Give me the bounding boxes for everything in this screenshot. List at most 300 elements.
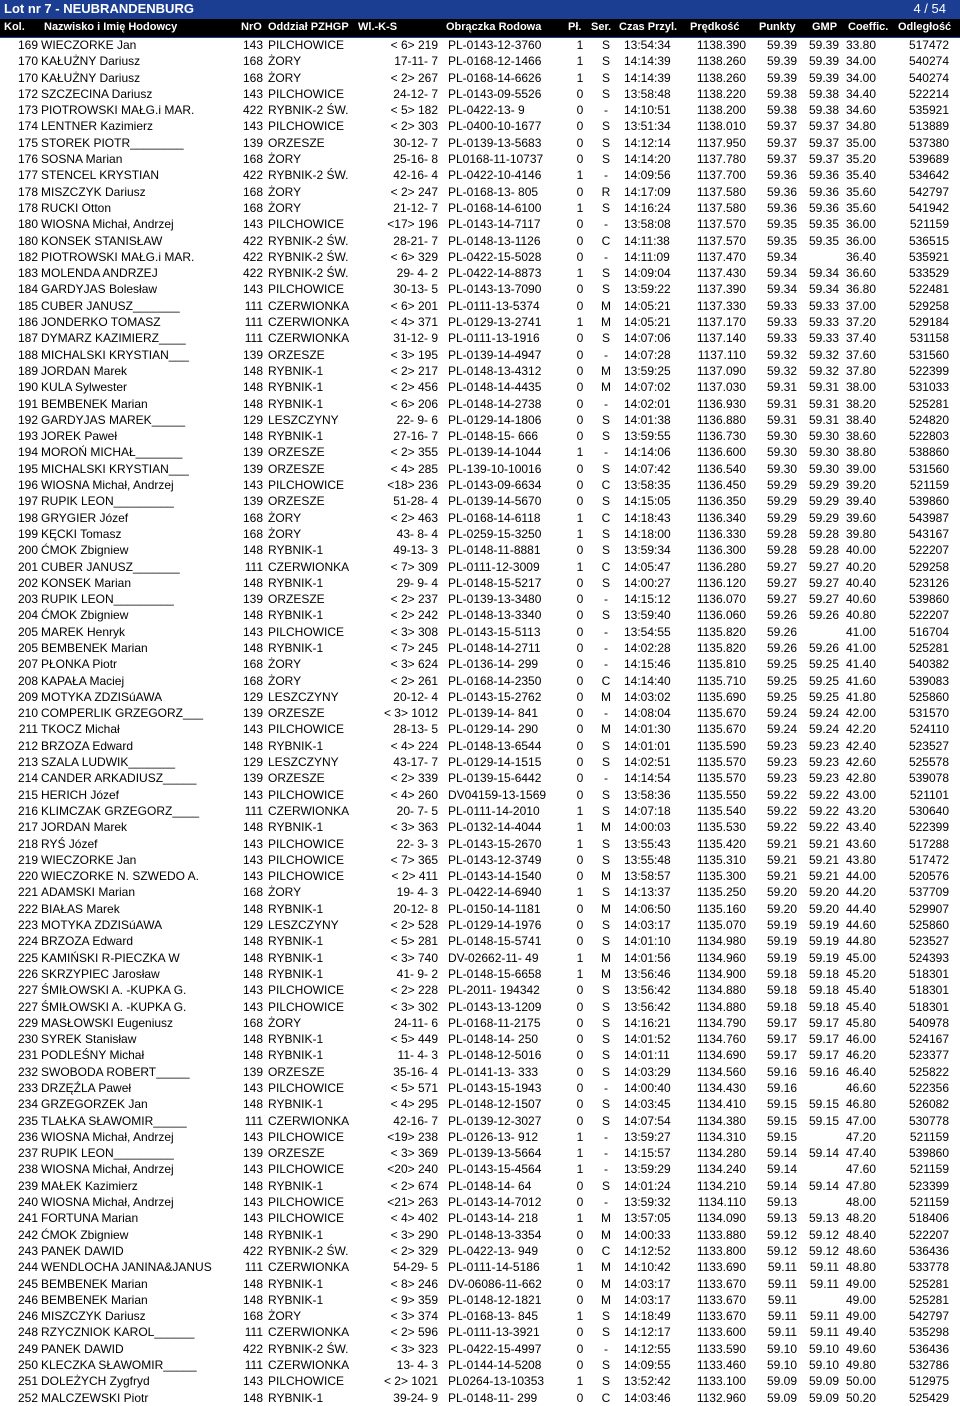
table-row (0, 1357, 960, 1373)
cell-wlks-value: <20> 240 (387, 1162, 438, 1177)
cell-wlks-value: 43-17- 7 (393, 755, 438, 770)
page-header (0, 0, 960, 19)
cell-branch: RYBNIK-2 ŚW. (268, 249, 349, 264)
cell-sex: 0 (576, 1195, 584, 1210)
cell-branch: PILCHOWICE (268, 1211, 345, 1226)
cell-section-number: 168 (242, 200, 263, 215)
cell-coefficient: 35.60 (846, 200, 877, 215)
cell-speed: 1134.430 (696, 1081, 746, 1095)
cell-section-number: 148 (242, 1097, 263, 1112)
cell-speed: 1135.690 (696, 689, 746, 704)
cell-coefficient: 38.60 (846, 429, 877, 444)
cell-arrival-time: 14:02:51 (624, 755, 671, 770)
col-header-seria: Ser. (591, 21, 612, 33)
cell-arrival-time: 13:55:48 (624, 852, 671, 867)
cell-distance: 538860 (908, 445, 949, 460)
cell-speed: 1133.690 (696, 1260, 746, 1275)
cell-section-number: 139 (242, 135, 263, 150)
cell-gmp: 59.11 (809, 1309, 839, 1324)
cell-sex: 1 (576, 836, 584, 851)
cell-distance: 522399 (908, 820, 949, 835)
cell-distance: 520576 (908, 869, 949, 884)
cell-distance: 523377 (908, 1048, 949, 1063)
cell-arrival-time: 14:14:39 (624, 54, 671, 69)
table-row (0, 901, 960, 917)
cell-breeder-name: BEMBENEK Marian (41, 1276, 148, 1291)
cell-series: - (604, 592, 608, 607)
col-header-coeffic: Coeffic. (848, 21, 889, 33)
cell-wlks-value: < 2> 329 (390, 1243, 438, 1258)
cell-section-number: 168 (242, 54, 263, 69)
cell-position: 204 (17, 608, 38, 623)
results-table (0, 37, 960, 1406)
cell-ring-number: PL-0422-15-4997 (448, 1341, 542, 1356)
table-row (0, 265, 960, 281)
cell-gmp: 59.20 (808, 901, 839, 916)
cell-series: - (604, 445, 608, 460)
cell-coefficient: 44.20 (846, 885, 877, 900)
cell-distance: 525281 (908, 640, 949, 655)
cell-gmp: 59.32 (808, 363, 839, 378)
cell-wlks-value: < 4> 224 (390, 738, 438, 753)
cell-sex: 0 (576, 396, 584, 411)
cell-ring-number: PL-0143-15-4564 (448, 1162, 542, 1177)
cell-distance: 526082 (908, 1097, 949, 1112)
cell-ring-number: PL-0168-11-2175 (448, 1015, 541, 1030)
table-row (0, 1129, 960, 1145)
cell-ring-number: PL-0422-13- 9 (448, 103, 525, 118)
cell-coefficient: 34.00 (846, 54, 877, 69)
cell-coefficient: 34.60 (846, 103, 877, 118)
cell-position: 169 (17, 38, 38, 52)
cell-speed: 1133.670 (696, 1309, 746, 1324)
cell-points: 59.32 (766, 363, 797, 378)
cell-wlks-value: 25-16- 8 (393, 152, 438, 167)
cell-ring-number: PL-0148-11- 299 (448, 1390, 538, 1405)
cell-sex: 1 (576, 1309, 584, 1324)
cell-coefficient: 46.20 (846, 1048, 877, 1063)
cell-speed: 1133.460 (696, 1358, 746, 1373)
cell-points: 59.21 (766, 836, 797, 851)
cell-gmp: 59.25 (808, 689, 839, 704)
cell-ring-number: PL-0148-13-3354 (448, 1227, 542, 1242)
cell-ring-number: PL-0111-13-5374 (448, 298, 540, 313)
cell-distance: 542797 (908, 1309, 949, 1324)
cell-position: 248 (17, 1325, 38, 1340)
table-row (0, 1243, 960, 1259)
cell-branch: RYBNIK-1 (268, 380, 324, 395)
cell-wlks-value: < 2> 247 (390, 184, 438, 199)
cell-arrival-time: 14:03:45 (624, 1097, 671, 1112)
cell-breeder-name: PŁONKA Piotr (41, 657, 118, 672)
cell-breeder-name: WIECZORKE N. SZWEDO A. (41, 869, 200, 884)
cell-distance: 537709 (908, 885, 949, 900)
cell-position: 201 (17, 559, 38, 574)
cell-points: 59.39 (766, 54, 797, 69)
cell-wlks-value: < 2> 1021 (383, 1374, 438, 1389)
cell-series: S (601, 461, 610, 476)
cell-series: S (601, 54, 610, 69)
cell-points: 59.25 (766, 673, 797, 688)
cell-arrival-time: 13:54:55 (624, 624, 671, 639)
cell-section-number: 111 (244, 559, 263, 574)
cell-points: 59.13 (766, 1211, 797, 1226)
cell-sex: 1 (576, 38, 584, 52)
cell-section-number: 148 (242, 1292, 263, 1307)
cell-section-number: 422 (242, 249, 263, 264)
cell-sex: 0 (576, 282, 584, 297)
table-row (0, 738, 960, 754)
cell-series: R (601, 184, 611, 199)
cell-sex: 1 (576, 510, 584, 525)
cell-breeder-name: DYMARZ KAZIMIERZ____ (41, 331, 186, 346)
cell-points: 59.38 (766, 86, 797, 101)
cell-branch: RYBNIK-1 (268, 901, 324, 916)
cell-arrival-time: 13:59:32 (624, 1195, 671, 1210)
col-header-nro: NrO (241, 21, 262, 33)
cell-ring-number: PL-0422-14-8873 (448, 266, 542, 281)
cell-arrival-time: 13:59:22 (624, 282, 671, 297)
cell-arrival-time: 14:05:21 (624, 298, 671, 313)
cell-position: 180 (17, 233, 38, 248)
cell-ring-number: PL-0144-14-5208 (448, 1358, 542, 1373)
cell-breeder-name: DRZĘŹLA Paweł (41, 1081, 132, 1095)
table-row (0, 852, 960, 868)
cell-ring-number: PL-0143-14-7012 (448, 1195, 542, 1210)
cell-wlks-value: < 3> 323 (390, 1341, 438, 1356)
cell-gmp: 59.37 (808, 119, 839, 134)
cell-distance: 539860 (908, 592, 949, 607)
cell-points: 59.39 (766, 38, 797, 52)
cell-series: - (604, 657, 608, 672)
cell-wlks-value: 54-29- 5 (393, 1260, 438, 1275)
cell-coefficient: 43.00 (846, 787, 877, 802)
cell-series: C (601, 559, 611, 574)
cell-ring-number: PL-0148-15- 666 (448, 429, 539, 444)
cell-gmp: 59.21 (808, 836, 839, 851)
cell-breeder-name: MOTYKA ZDZISúAWA (41, 689, 163, 704)
cell-arrival-time: 14:01:52 (624, 1032, 671, 1047)
cell-distance: 536515 (908, 233, 949, 248)
cell-series: M (601, 298, 611, 313)
cell-position: 226 (17, 966, 38, 981)
cell-coefficient: 44.80 (846, 934, 877, 949)
cell-distance: 522207 (908, 1227, 949, 1242)
cell-branch: ORZESZE (268, 135, 325, 150)
cell-wlks-value: < 5> 182 (390, 103, 438, 118)
cell-wlks-value: < 3> 195 (390, 347, 438, 362)
cell-distance: 517288 (908, 836, 949, 851)
cell-position: 222 (17, 901, 38, 916)
cell-branch: PILCHOWICE (268, 983, 345, 998)
cell-points: 59.19 (766, 918, 797, 933)
cell-breeder-name: RYŚ Józef (41, 836, 98, 851)
cell-position: 193 (17, 429, 38, 444)
cell-speed: 1135.420 (696, 836, 746, 851)
col-header-kol: Kol. (4, 21, 25, 33)
cell-branch: PILCHOWICE (268, 836, 345, 851)
cell-speed: 1137.580 (696, 184, 746, 199)
cell-position: 243 (17, 1243, 38, 1258)
cell-section-number: 148 (242, 1390, 263, 1405)
cell-distance: 523527 (908, 934, 949, 949)
table-row (0, 53, 960, 69)
cell-gmp: 59.39 (808, 38, 839, 52)
cell-wlks-value: 51-28- 4 (393, 494, 438, 509)
table-row (0, 1080, 960, 1096)
cell-section-number: 168 (242, 526, 263, 541)
cell-position: 210 (17, 706, 38, 721)
cell-series: - (604, 1129, 608, 1144)
cell-gmp: 59.35 (808, 217, 839, 232)
cell-wlks-value: < 3> 740 (390, 950, 438, 965)
table-row (0, 656, 960, 672)
cell-position: 170 (17, 54, 38, 69)
cell-series: S (601, 934, 610, 949)
cell-position: 203 (17, 592, 38, 607)
cell-position: 176 (17, 152, 38, 167)
cell-wlks-value: 27-16- 7 (393, 429, 438, 444)
cell-points: 59.37 (766, 152, 797, 167)
cell-breeder-name: RZYCZNIOK KAROL______ (41, 1325, 195, 1340)
cell-series: S (601, 1374, 610, 1389)
cell-series: S (601, 1178, 610, 1193)
cell-speed: 1137.330 (696, 298, 746, 313)
cell-branch: ORZESZE (268, 347, 325, 362)
cell-series: S (601, 429, 610, 444)
cell-points: 59.14 (766, 1146, 797, 1161)
cell-section-number: 168 (242, 885, 263, 900)
cell-ring-number: PL0168-11-10737 (448, 152, 544, 167)
cell-points: 59.19 (766, 934, 797, 949)
cell-arrival-time: 14:03:17 (624, 918, 671, 933)
cell-sex: 0 (576, 233, 584, 248)
cell-sex: 0 (576, 1081, 584, 1095)
cell-section-number: 168 (242, 152, 263, 167)
cell-position: 238 (17, 1162, 38, 1177)
cell-arrival-time: 13:57:05 (624, 1211, 671, 1226)
cell-arrival-time: 14:10:42 (624, 1260, 671, 1275)
cell-gmp: 59.27 (808, 575, 839, 590)
cell-wlks-value: < 4> 285 (390, 461, 438, 476)
cell-speed: 1134.960 (696, 950, 746, 965)
cell-ring-number: PL-0148-13-3340 (448, 608, 542, 623)
cell-coefficient: 38.20 (846, 396, 877, 411)
cell-position: 216 (17, 803, 38, 818)
cell-speed: 1137.030 (696, 380, 746, 395)
cell-gmp: 59.31 (808, 396, 839, 411)
cell-wlks-value: 49-13- 3 (393, 543, 438, 558)
cell-breeder-name: KĘCKI Tomasz (41, 526, 122, 541)
cell-position: 200 (17, 543, 38, 558)
cell-gmp: 59.12 (808, 1243, 839, 1258)
cell-branch: RYBNIK-2 ŚW. (268, 1243, 349, 1258)
cell-gmp: 59.20 (808, 885, 839, 900)
cell-breeder-name: TLAŁKA SŁAWOMIR_____ (41, 1113, 187, 1128)
cell-coefficient: 48.00 (846, 1195, 877, 1210)
cell-arrival-time: 14:12:52 (624, 1243, 671, 1258)
cell-ring-number: PL-0139-13-3480 (448, 592, 542, 607)
cell-points: 59.22 (766, 803, 797, 818)
cell-distance: 524393 (908, 950, 949, 965)
table-row (0, 1047, 960, 1063)
cell-coefficient: 48.40 (846, 1227, 877, 1242)
table-row (0, 933, 960, 949)
cell-sex: 0 (576, 1341, 584, 1356)
cell-speed: 1134.690 (696, 1048, 746, 1063)
cell-distance: 536436 (908, 1243, 949, 1258)
cell-speed: 1134.760 (696, 1032, 746, 1047)
cell-sex: 1 (576, 559, 584, 574)
table-row (0, 1390, 960, 1406)
cell-position: 215 (17, 787, 38, 802)
cell-breeder-name: MICHALSKI KRYSTIAN___ (41, 347, 189, 362)
table-row (0, 379, 960, 395)
cell-sex: 0 (576, 1113, 584, 1128)
cell-position: 224 (17, 934, 38, 949)
cell-ring-number: PL-0143-14-7117 (448, 217, 541, 232)
cell-series: S (601, 119, 610, 134)
cell-distance: 525281 (908, 1276, 949, 1291)
cell-branch: RYBNIK-1 (268, 640, 324, 655)
cell-branch: RYBNIK-1 (268, 950, 324, 965)
cell-gmp: 59.24 (808, 722, 839, 737)
cell-arrival-time: 13:59:27 (624, 1129, 671, 1144)
cell-points: 59.33 (766, 331, 797, 346)
cell-gmp: 59.14 (808, 1178, 839, 1193)
cell-gmp: 59.36 (808, 184, 839, 199)
cell-speed: 1136.300 (696, 543, 746, 558)
cell-coefficient: 39.40 (846, 494, 877, 509)
cell-sex: 1 (576, 168, 584, 183)
cell-breeder-name: RUPIK LEON_________ (41, 494, 174, 509)
cell-ring-number: PL-0148-15-6658 (448, 966, 542, 981)
cell-series: M (601, 869, 611, 884)
cell-distance: 518406 (908, 1211, 949, 1226)
cell-gmp: 59.17 (808, 1032, 839, 1047)
cell-distance: 521159 (909, 1129, 949, 1144)
cell-position: 194 (17, 445, 38, 460)
cell-ring-number: PL-0148-11-8881 (448, 543, 541, 558)
cell-arrival-time: 14:00:40 (624, 1081, 671, 1095)
cell-wlks-value: 19- 4- 3 (396, 885, 438, 900)
cell-arrival-time: 14:15:57 (624, 1146, 671, 1161)
cell-speed: 1136.070 (696, 592, 746, 607)
cell-wlks-value: < 2> 596 (390, 1325, 438, 1340)
cell-distance: 523126 (908, 575, 949, 590)
cell-sex: 0 (576, 478, 584, 493)
cell-points: 59.37 (766, 119, 797, 134)
table-row (0, 770, 960, 786)
cell-sex: 1 (576, 1260, 584, 1275)
cell-distance: 543987 (908, 510, 949, 525)
cell-coefficient: 39.00 (846, 461, 877, 476)
cell-sex: 1 (576, 70, 584, 85)
cell-points: 59.16 (766, 1064, 797, 1079)
cell-gmp: 59.38 (808, 103, 839, 118)
cell-sex: 0 (576, 901, 584, 916)
cell-gmp: 59.32 (808, 347, 839, 362)
cell-gmp: 59.19 (808, 918, 839, 933)
cell-arrival-time: 14:03:02 (624, 689, 671, 704)
cell-position: 239 (17, 1178, 38, 1193)
cell-wlks-value: < 2> 217 (390, 363, 438, 378)
cell-wlks-value: 28-21- 7 (393, 233, 438, 248)
cell-branch: ŻORY (268, 152, 302, 167)
cell-distance: 523399 (908, 1178, 949, 1193)
cell-position: 232 (17, 1064, 38, 1079)
cell-position: 191 (17, 396, 38, 411)
cell-sex: 0 (576, 706, 584, 721)
cell-ring-number: DV-02662-11- 49 (448, 950, 539, 965)
cell-distance: 539078 (908, 771, 949, 786)
cell-section-number: 111 (244, 1325, 263, 1340)
cell-branch: RYBNIK-1 (268, 738, 324, 753)
cell-section-number: 143 (242, 836, 263, 851)
cell-ring-number: PL-0111-14-2010 (448, 803, 540, 818)
cell-position: 212 (17, 738, 38, 753)
cell-branch: CZERWIONKA (268, 1325, 350, 1340)
table-row (0, 754, 960, 770)
cell-gmp: 59.26 (808, 640, 839, 655)
cell-branch: CZERWIONKA (268, 298, 350, 313)
cell-gmp: 59.11 (809, 1260, 839, 1275)
cell-distance: 524110 (909, 722, 949, 737)
cell-section-number: 129 (242, 755, 263, 770)
cell-position: 178 (17, 184, 38, 199)
cell-ring-number: PL-0168-12-1466 (448, 54, 542, 69)
cell-arrival-time: 13:58:08 (624, 217, 671, 232)
col-header-wlks: Wl.-K-S (358, 21, 398, 33)
table-row (0, 396, 960, 412)
cell-arrival-time: 14:14:06 (624, 445, 671, 460)
cell-wlks-value: < 2> 242 (390, 608, 438, 623)
cell-coefficient: 37.60 (846, 347, 877, 362)
cell-branch: ORZESZE (268, 494, 325, 509)
cell-branch: RYBNIK-2 ŚW. (268, 103, 349, 118)
cell-coefficient: 42.20 (846, 722, 877, 737)
cell-ring-number: PL-0148-14-2738 (448, 396, 542, 411)
cell-arrival-time: 14:14:40 (624, 673, 671, 688)
cell-ring-number: PL-0139-13-5683 (448, 135, 542, 150)
cell-branch: RYBNIK-1 (268, 608, 324, 623)
cell-points: 59.18 (766, 999, 797, 1014)
cell-sex: 0 (576, 119, 584, 134)
table-row (0, 444, 960, 460)
cell-position: 205 (17, 624, 38, 639)
cell-points: 59.18 (766, 983, 797, 998)
cell-branch: ORZESZE (268, 1064, 325, 1079)
cell-distance: 529258 (908, 559, 949, 574)
cell-distance: 539083 (908, 673, 949, 688)
cell-coefficient: 37.00 (846, 298, 877, 313)
cell-arrival-time: 14:13:37 (624, 885, 671, 900)
cell-coefficient: 49.80 (846, 1358, 877, 1373)
cell-series: S (601, 543, 610, 558)
cell-wlks-value: < 4> 295 (390, 1097, 438, 1112)
table-row (0, 999, 960, 1015)
cell-section-number: 148 (242, 1178, 263, 1193)
table-row (0, 1227, 960, 1243)
cell-branch: PILCHOWICE (268, 852, 345, 867)
cell-section-number: 148 (242, 934, 263, 949)
cell-sex: 0 (576, 852, 584, 867)
cell-wlks-value: 13- 4- 3 (396, 1358, 438, 1373)
cell-section-number: 143 (242, 1081, 263, 1095)
cell-series: M (601, 820, 611, 835)
cell-gmp: 59.22 (808, 803, 839, 818)
cell-branch: LESZCZYNY (268, 755, 339, 770)
